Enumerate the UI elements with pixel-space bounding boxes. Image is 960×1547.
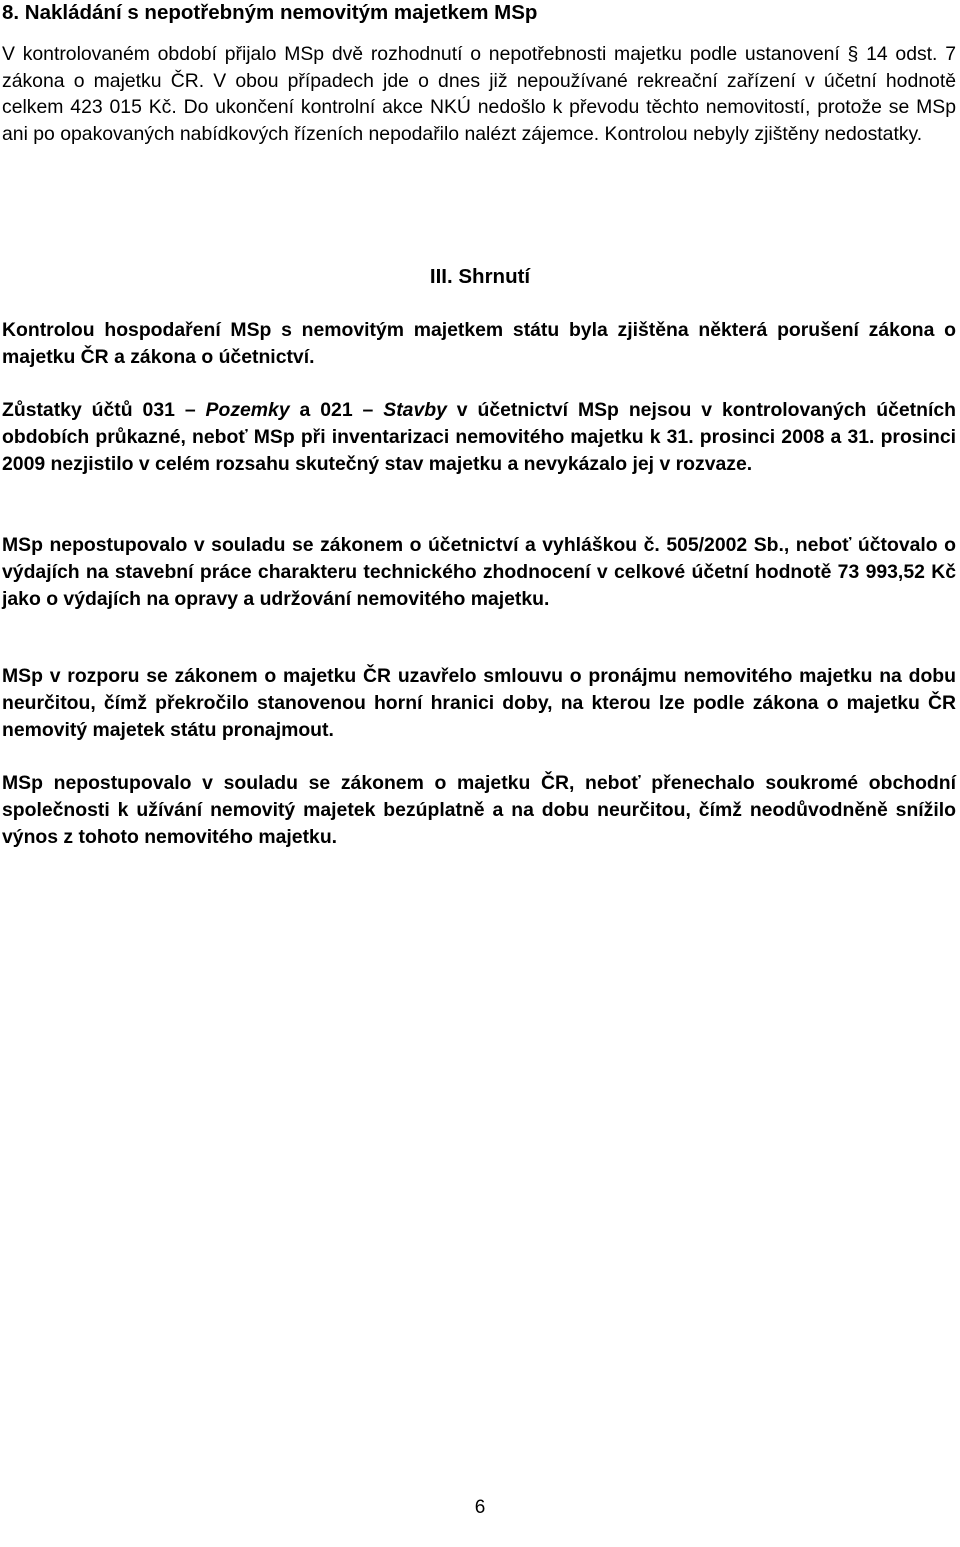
section-paragraph: V kontrolovaném období přijalo MSp dvě rozhodnutí o nepotřebnosti majetku podle ustanovení § 14 odst. 7 zákona o majetku ČR. V obou případech jde o dnes již nepoužívané rekreační zařízení v účetní hodnotě celkem 423 015 Kč. Do ukončení kontrolní akce NKÚ nedošlo k převodu těchto nemovitostí, protože se MSp ani po opakovaných nabídkových řízeních nepodařilo nalézt zájemce. Kontrolou nebyly zjištěny nedostatky. xyxy=(2,43,956,146)
section-heading: 8. Nakládání s nepotřebným nemovitým majetkem MSp xyxy=(2,1,538,24)
summary-intro-paragraph: Kontrolou hospodaření MSp s nemovitým majetkem státu byla zjištěna některá porušení zákona o majetku ČR a zákona o účetnictví. xyxy=(2,319,956,368)
account-pozemky: Pozemky xyxy=(205,399,290,421)
page-number: 6 xyxy=(474,1497,486,1518)
accounts-text-part3: v účetnictví MSp nejsou v kontrolovaných účetních obdobích průkazné, neboť MSp při inventarizaci nemovitého majetku k 31. prosinci 2008 a 31. prosinci 2009 nezjistilo v celém rozsahu skutečný stav majetku a nevykázalo jej v rozvaze. xyxy=(2,399,957,475)
accounts-text-part1: Zůstatky účtů 031 – xyxy=(2,399,206,421)
summary-accounting-law-paragraph: MSp nepostupovalo v souladu se zákonem o účetnictví a vyhláškou č. 505/2002 Sb., neboť účtovalo o výdajích na stavební práce charakteru technického zhodnocení v celkové účetní hodnotě 73 993,52 Kč jako o výdajích na opravy a udržování nemovitého majetku. xyxy=(2,534,956,610)
summary-title: III. Shrnutí xyxy=(429,265,531,288)
summary-accounts-paragraph xyxy=(2,397,956,477)
summary-lease-paragraph: MSp v rozporu se zákonem o majetku ČR uzavřelo smlouvu o pronájmu nemovitého majetku na dobu neurčitou, čímž překročilo stanovenou horní hranici doby, na kterou lze podle zákona o majetku ČR nemovitý majetek státu pronajmout. xyxy=(2,665,956,741)
summary-free-use-paragraph: MSp nepostupovalo v souladu se zákonem o majetku ČR, neboť přenechalo soukromé obchodní společnosti k užívání nemovitý majetek bezúplatně a na dobu neurčitou, čímž neodůvodněně snížilo výnos z tohoto nemovitého majetku. xyxy=(2,772,956,848)
accounts-text-part2: a 021 – xyxy=(289,399,384,421)
account-stavby: Stavby xyxy=(383,399,447,421)
